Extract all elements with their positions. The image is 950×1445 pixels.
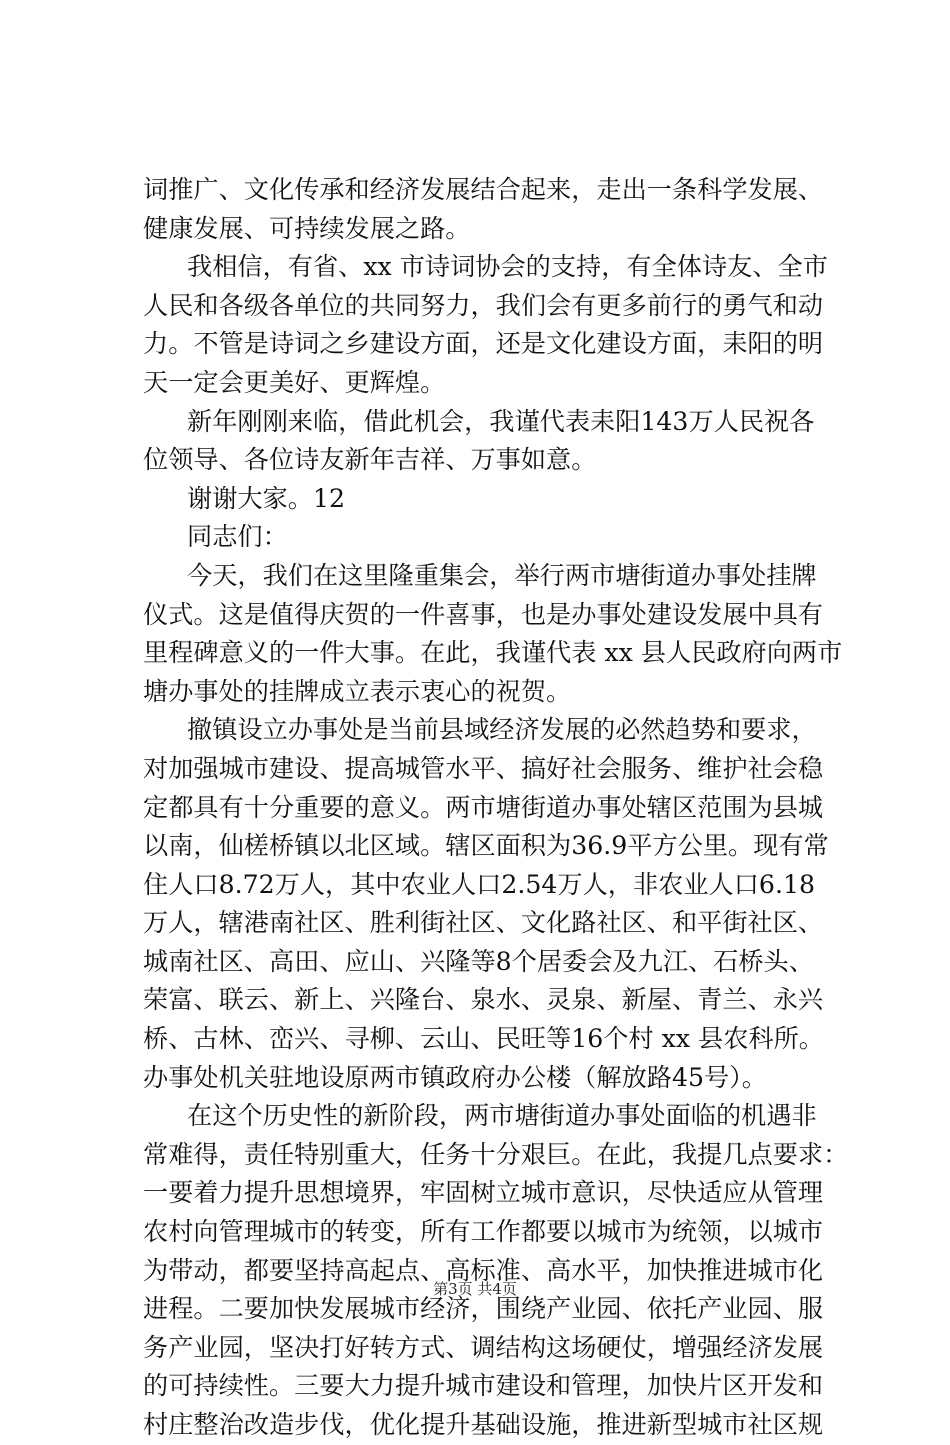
text-line: 办事处机关驻地设原两市镇政府办公楼（解放路45号）。 [143, 1062, 767, 1092]
text-line: 天一定会更美好、更辉煌。 [143, 367, 446, 397]
text-line: 在这个历史性的新阶段，两市塘街道办事处面临的机遇非 [187, 1101, 817, 1131]
text-line: 进程。二要加快发展城市经济，围绕产业园、依托产业园、服 [143, 1294, 824, 1324]
text-line: 力。不管是诗词之乡建设方面，还是文化建设方面，耒阳的明 [143, 329, 824, 359]
text-line: 新年刚刚来临，借此机会，我谨代表耒阳143万人民祝各 [187, 406, 815, 436]
text-line: 桥、古林、峦兴、寻柳、云山、民旺等16个村 xx 县农科所。 [143, 1024, 824, 1054]
text-line: 健康发展、可持续发展之路。 [143, 213, 471, 243]
text-line: 塘办事处的挂牌成立表示衷心的祝贺。 [143, 676, 572, 706]
page-footer: 第3页 共4页 [433, 1280, 517, 1298]
text-line: 务产业园，坚决打好转方式、调结构这场硬仗，增强经济发展 [143, 1332, 824, 1362]
text-line: 一要着力提升思想境界，牢固树立城市意识，尽快适应从管理 [143, 1178, 824, 1208]
text-line: 定都具有十分重要的意义。两市塘街道办事处辖区范围为县城 [143, 792, 824, 822]
text-line: 万人，辖港南社区、胜利街社区、文化路社区、和平街社区、 [143, 908, 824, 938]
text-line: 住人口8.72万人，其中农业人口2.54万人，非农业人口6.18 [143, 869, 815, 899]
text-line: 位领导、各位诗友新年吉祥、万事如意。 [143, 445, 597, 475]
text-line: 村庄整治改造步伐，优化提升基础设施，推进新型城市社区规 [143, 1410, 824, 1439]
text-line: 里程碑意义的一件大事。在此，我谨代表 xx 县人民政府向两市 [143, 638, 843, 668]
text-line: 农村向管理城市的转变，所有工作都要以城市为统领，以城市 [143, 1217, 824, 1247]
text-line: 仪式。这是值得庆贺的一件喜事，也是办事处建设发展中具有 [143, 599, 824, 629]
text-line: 常难得，责任特别重大，任务十分艰巨。在此，我提几点要求： [143, 1139, 849, 1169]
text-line: 今天，我们在这里隆重集会，举行两市塘街道办事处挂牌 [187, 560, 817, 590]
text-line: 对加强城市建设、提高城管水平、搞好社会服务、维护社会稳 [143, 753, 824, 783]
text-line: 词推广、文化传承和经济发展结合起来，走出一条科学发展、 [143, 175, 824, 204]
text-line: 的可持续性。三要大力提升城市建设和管理，加快片区开发和 [143, 1371, 824, 1401]
text-line: 以南，仙槎桥镇以北区域。辖区面积为36.9平方公里。现有常 [143, 831, 829, 861]
text-line: 城南社区、高田、应山、兴隆等8个居委会及九江、石桥头、 [143, 946, 814, 976]
text-line: 荣富、联云、新上、兴隆台、泉水、灵泉、新屋、青兰、永兴 [143, 985, 824, 1015]
text-line: 撤镇设立办事处是当前县域经济发展的必然趋势和要求， [187, 715, 817, 745]
text-line: 谢谢大家。12 [187, 483, 345, 513]
text-line: 人民和各级各单位的共同努力，我们会有更多前行的勇气和动 [143, 290, 824, 320]
text-line: 同志们： [187, 522, 288, 552]
text-line: 为带动，都要坚持高起点、高标准、高水平，加快推进城市化 [143, 1255, 824, 1285]
text-line: 我相信，有省、xx 市诗词协会的支持，有全体诗友、全市 [187, 252, 828, 282]
document-body [143, 171, 849, 1445]
